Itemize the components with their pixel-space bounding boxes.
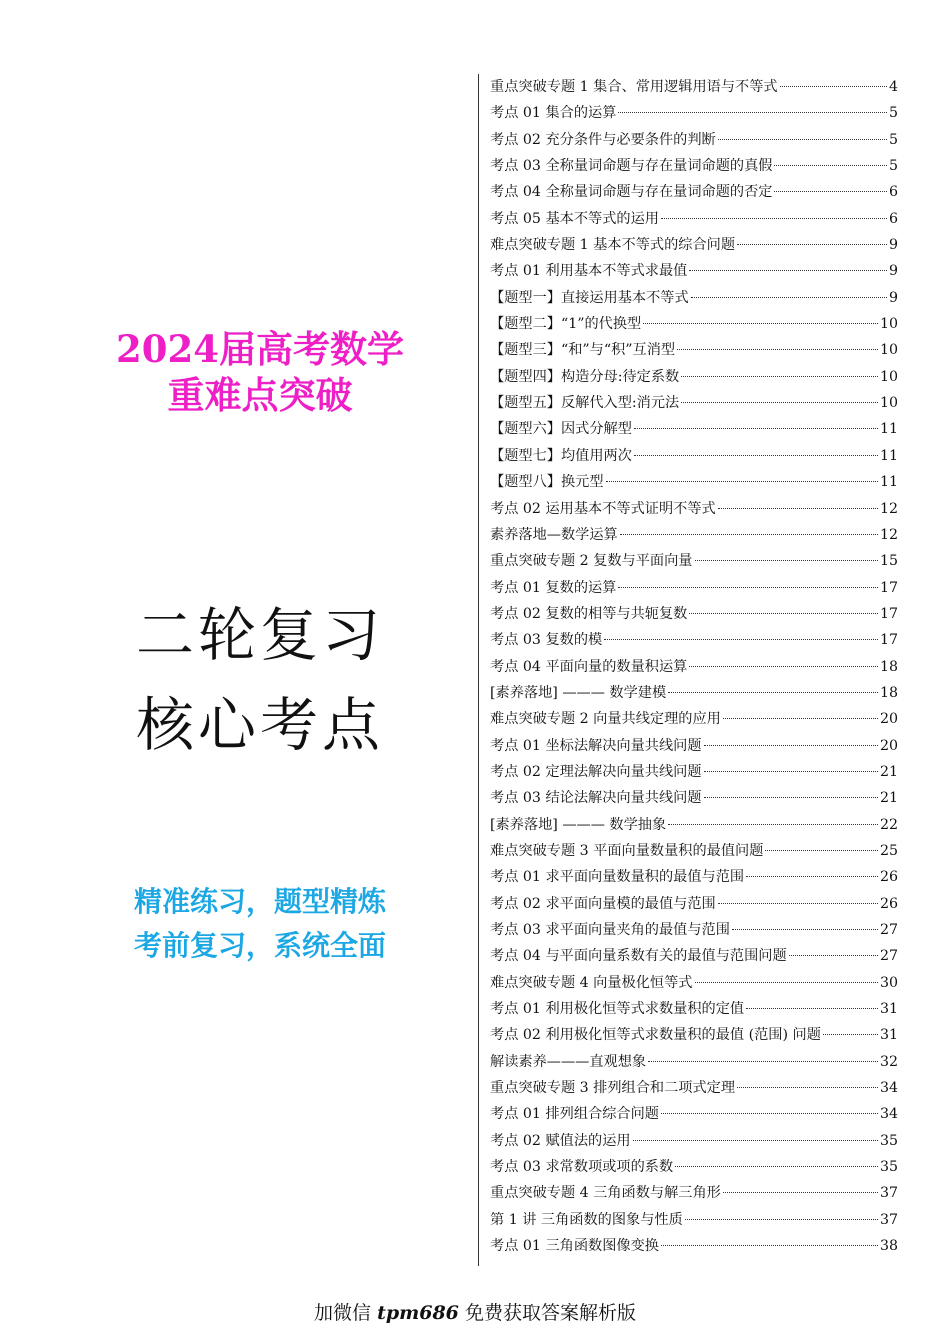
toc-entry-page: 22 xyxy=(879,816,898,833)
toc-entry-title: 难点突破专题 2 向量共线定理的应用 xyxy=(490,711,721,728)
toc-dot-leader xyxy=(606,481,878,482)
toc-entry[interactable] xyxy=(490,1103,898,1129)
toc-dot-leader xyxy=(634,455,878,456)
toc-entry-title: 考点 04 平面向量的数量积运算 xyxy=(490,658,688,675)
toc-entry-page: 26 xyxy=(879,869,898,886)
toc-entry[interactable] xyxy=(490,1209,898,1235)
toc-dot-leader xyxy=(704,797,878,798)
toc-entry-title: 考点 01 三角函数图像变换 xyxy=(490,1238,659,1255)
toc-entry-title: 考点 01 集合的运算 xyxy=(490,105,617,122)
toc-entry-title: 考点 04 与平面向量系数有关的最值与范围问题 xyxy=(490,948,787,965)
toc-entry-page: 20 xyxy=(879,711,898,728)
toc-entry-title: 【题型三】“和”与“积”互消型 xyxy=(490,342,676,359)
toc-entry[interactable] xyxy=(490,181,898,207)
footer-suffix: 免费获取答案解析版 xyxy=(458,1302,636,1324)
toc-entry[interactable] xyxy=(490,76,898,102)
toc-entry-title: 考点 02 运用基本不等式证明不等式 xyxy=(490,500,716,517)
toc-entry-title: 考点 02 复数的相等与共轭复数 xyxy=(490,605,688,622)
toc-dot-leader xyxy=(618,112,887,113)
toc-entry[interactable] xyxy=(490,945,898,971)
toc-entry-title: 考点 02 求平面向量模的最值与范围 xyxy=(490,895,716,912)
toc-dot-leader xyxy=(648,1061,878,1062)
toc-entry[interactable] xyxy=(490,893,898,919)
toc-dot-leader xyxy=(774,165,887,166)
toc-entry-page: 17 xyxy=(879,632,898,649)
toc-dot-leader xyxy=(685,1219,878,1220)
toc-dot-leader xyxy=(718,139,887,140)
toc-entry-title: 考点 02 利用极化恒等式求数量积的最值 (范围) 问题 xyxy=(490,1027,821,1044)
toc-entry-title: 素养落地—数学运算 xyxy=(490,526,618,543)
toc-dot-leader xyxy=(677,349,878,350)
toc-entry-page: 12 xyxy=(879,500,898,517)
toc-entry-page: 5 xyxy=(888,158,898,175)
toc-dot-leader xyxy=(704,745,878,746)
toc-entry[interactable] xyxy=(490,840,898,866)
cover-big-line2: 核心考点 xyxy=(135,691,384,759)
toc-entry-page: 26 xyxy=(879,895,898,912)
toc-entry-page: 6 xyxy=(888,210,898,227)
toc-entry-page: 5 xyxy=(888,105,898,122)
toc-entry-page: 34 xyxy=(879,1106,898,1123)
toc-entry[interactable] xyxy=(490,471,898,497)
toc-entry-title: 考点 03 结论法解决向量共线问题 xyxy=(490,790,702,807)
toc-entry[interactable] xyxy=(490,1182,898,1208)
toc-dot-leader xyxy=(661,1113,878,1114)
toc-entry-page: 17 xyxy=(879,579,898,596)
toc-dot-leader xyxy=(723,1192,878,1193)
toc-dot-leader xyxy=(765,850,878,851)
toc-entry-title: 考点 03 全称量词命题与存在量词命题的真假 xyxy=(490,158,773,175)
toc-dot-leader xyxy=(746,1008,878,1009)
toc-entry-page: 11 xyxy=(879,474,898,491)
toc-dot-leader xyxy=(634,428,878,429)
toc-dot-leader xyxy=(689,613,878,614)
toc-dot-leader xyxy=(661,1245,878,1246)
toc-entry[interactable] xyxy=(490,550,898,576)
toc-entry-page: 37 xyxy=(879,1185,898,1202)
toc-entry-title: 考点 01 排列组合综合问题 xyxy=(490,1106,659,1123)
toc-entry-page: 6 xyxy=(888,184,898,201)
toc-dot-leader xyxy=(668,692,878,693)
vertical-divider xyxy=(478,74,479,1266)
toc-entry[interactable] xyxy=(490,260,898,286)
toc-entry-title: 解读素养———直观想象 xyxy=(490,1053,647,1070)
toc-dot-leader xyxy=(695,982,878,983)
toc-entry[interactable] xyxy=(490,814,898,840)
toc-entry-page: 10 xyxy=(879,316,898,333)
toc-dot-leader xyxy=(737,244,887,245)
toc-entry[interactable] xyxy=(490,339,898,365)
toc-entry[interactable] xyxy=(490,287,898,313)
toc-entry-title: 重点突破专题 4 三角函数与解三角形 xyxy=(490,1185,721,1202)
toc-entry[interactable] xyxy=(490,735,898,761)
toc-dot-leader xyxy=(774,191,887,192)
toc-dot-leader xyxy=(689,666,878,667)
toc-entry[interactable] xyxy=(490,1077,898,1103)
toc-entry[interactable] xyxy=(490,919,898,945)
toc-entry-title: 考点 01 求平面向量数量积的最值与范围 xyxy=(490,869,745,886)
toc-entry-title: 第 1 讲 三角函数的图象与性质 xyxy=(490,1211,683,1228)
toc-entry-page: 37 xyxy=(879,1211,898,1228)
toc-entry[interactable] xyxy=(490,1130,898,1156)
toc-entry[interactable] xyxy=(490,392,898,418)
toc-dot-leader xyxy=(604,639,878,640)
toc-dot-leader xyxy=(732,929,878,930)
toc-dot-leader xyxy=(691,297,887,298)
toc-entry-page: 30 xyxy=(879,974,898,991)
toc-entry[interactable] xyxy=(490,102,898,128)
toc-entry-page: 31 xyxy=(879,1001,898,1018)
toc-entry-title: 【题型四】构造分母:待定系数 xyxy=(490,368,680,385)
cover-slogan-line2: 考前复习，系统全面 xyxy=(133,929,386,962)
toc-entry-page: 25 xyxy=(879,842,898,859)
toc-entry-title: 【题型六】因式分解型 xyxy=(490,421,632,438)
toc-entry-title: 考点 02 定理法解决向量共线问题 xyxy=(490,763,702,780)
toc-entry-title: 难点突破专题 3 平面向量数量积的最值问题 xyxy=(490,842,764,859)
toc-dot-leader xyxy=(681,376,878,377)
toc-entry-title: 考点 03 求平面向量夹角的最值与范围 xyxy=(490,922,730,938)
toc-dot-leader xyxy=(695,560,878,561)
toc-entry[interactable] xyxy=(490,498,898,524)
toc-dot-leader xyxy=(823,1034,878,1035)
toc-entry[interactable] xyxy=(490,656,898,682)
toc-entry-title: 考点 01 利用基本不等式求最值 xyxy=(490,263,688,280)
toc-entry-title: 考点 01 利用极化恒等式求数量积的定值 xyxy=(490,1001,745,1018)
toc-dot-leader xyxy=(643,323,878,324)
footer-note xyxy=(0,1298,950,1325)
toc-entry-page: 17 xyxy=(879,605,898,622)
cover-title xyxy=(60,326,460,418)
toc-entry-title: 【题型二】“1”的代换型 xyxy=(490,316,642,333)
toc-entry-title: 考点 03 求常数项或项的系数 xyxy=(490,1159,674,1176)
toc-entry-title: 考点 02 充分条件与必要条件的判断 xyxy=(490,131,716,148)
toc-entry[interactable] xyxy=(490,1051,898,1077)
toc-entry-title: 难点突破专题 1 基本不等式的综合问题 xyxy=(490,237,736,254)
toc-entry-page: 18 xyxy=(879,658,898,675)
toc-entry-page: 20 xyxy=(879,737,898,754)
toc-entry-page: 27 xyxy=(879,922,898,938)
toc-entry-title: [素养落地] ——— 数学抽象 xyxy=(490,816,667,833)
toc-entry-page: 11 xyxy=(879,421,898,438)
toc-entry[interactable] xyxy=(490,787,898,813)
toc-entry[interactable] xyxy=(490,998,898,1024)
toc-entry-title: 重点突破专题 3 排列组合和二项式定理 xyxy=(490,1080,736,1097)
toc-dot-leader xyxy=(668,824,878,825)
toc-entry-page: 9 xyxy=(888,289,898,306)
toc-entry-title: [素养落地] ——— 数学建模 xyxy=(490,684,667,701)
toc-entry[interactable] xyxy=(490,313,898,339)
toc-entry-page: 32 xyxy=(879,1053,898,1070)
toc-entry[interactable] xyxy=(490,1024,898,1050)
toc-entry[interactable] xyxy=(490,577,898,603)
toc-entry-title: 考点 01 坐标法解决向量共线问题 xyxy=(490,737,702,754)
toc-dot-leader xyxy=(618,587,878,588)
footer-prefix: 加微信 xyxy=(314,1302,378,1324)
toc-dot-leader xyxy=(737,1087,878,1088)
toc-entry-page: 38 xyxy=(879,1238,898,1255)
toc-entry[interactable] xyxy=(490,629,898,655)
toc-entry-title: 【题型七】均值用两次 xyxy=(490,447,632,464)
toc-entry-page: 11 xyxy=(879,447,898,464)
cover-slogan-line1: 精准练习，题型精炼 xyxy=(133,885,386,918)
cover-slogan xyxy=(60,880,460,968)
toc-entry-page: 21 xyxy=(879,763,898,780)
toc-entry-page: 12 xyxy=(879,526,898,543)
toc-entry-page: 5 xyxy=(888,131,898,148)
toc-entry[interactable] xyxy=(490,155,898,181)
toc-entry-title: 考点 05 基本不等式的运用 xyxy=(490,210,659,227)
toc-entry-page: 9 xyxy=(888,237,898,254)
toc-entry[interactable] xyxy=(490,603,898,629)
toc-entry-page: 27 xyxy=(879,948,898,965)
toc-entry[interactable] xyxy=(490,366,898,392)
toc-dot-leader xyxy=(675,1166,878,1167)
toc-entry-page: 31 xyxy=(879,1027,898,1044)
toc-entry-title: 难点突破专题 4 向量极化恒等式 xyxy=(490,974,693,991)
toc-entry[interactable] xyxy=(490,234,898,260)
toc-entry-page: 10 xyxy=(879,368,898,385)
footer-wechat-id: tpm686 xyxy=(377,1302,459,1324)
toc-dot-leader xyxy=(789,955,878,956)
cover-title-line1: 2024届高考数学 xyxy=(116,327,404,371)
toc-dot-leader xyxy=(746,876,878,877)
toc-entry[interactable] xyxy=(490,866,898,892)
cover-title-line2: 重难点突破 xyxy=(167,373,353,417)
toc-dot-leader xyxy=(661,218,887,219)
toc-entry-page: 35 xyxy=(879,1159,898,1176)
toc-dot-leader xyxy=(681,402,878,403)
toc-entry-page: 21 xyxy=(879,790,898,807)
toc-dot-leader xyxy=(704,771,878,772)
toc-entry-title: 【题型一】直接运用基本不等式 xyxy=(490,289,689,306)
toc-dot-leader xyxy=(723,718,878,719)
toc-entry[interactable] xyxy=(490,972,898,998)
toc-entry[interactable] xyxy=(490,418,898,444)
toc-entry-page: 10 xyxy=(879,395,898,412)
toc-entry-page: 35 xyxy=(879,1132,898,1149)
toc-entry-page: 18 xyxy=(879,684,898,701)
toc-dot-leader xyxy=(780,86,887,87)
toc-entry-page: 10 xyxy=(879,342,898,359)
toc-entry-title: 考点 04 全称量词命题与存在量词命题的否定 xyxy=(490,184,773,201)
toc-entry-page: 15 xyxy=(879,553,898,570)
toc-entry[interactable] xyxy=(490,208,898,234)
toc-entry-title: 【题型五】反解代入型:消元法 xyxy=(490,395,680,412)
cover-big-heading xyxy=(60,590,460,770)
toc-entry[interactable] xyxy=(490,524,898,550)
toc-entry-title: 重点突破专题 2 复数与平面向量 xyxy=(490,553,693,570)
toc-entry-title: 考点 01 复数的运算 xyxy=(490,579,617,596)
toc-entry[interactable] xyxy=(490,708,898,734)
toc-dot-leader xyxy=(718,508,878,509)
toc-entry[interactable] xyxy=(490,761,898,787)
toc-entry-page: 9 xyxy=(888,263,898,280)
toc-entry-title: 【题型八】换元型 xyxy=(490,474,604,491)
toc-dot-leader xyxy=(689,270,887,271)
cover-big-line1: 二轮复习 xyxy=(135,601,384,669)
toc-dot-leader xyxy=(718,903,878,904)
toc-entry-page: 34 xyxy=(879,1080,898,1097)
toc-entry[interactable] xyxy=(490,1235,898,1261)
toc-entry-title: 考点 02 赋值法的运用 xyxy=(490,1132,631,1149)
toc-dot-leader xyxy=(620,534,878,535)
toc-entry[interactable] xyxy=(490,129,898,155)
toc-entry[interactable] xyxy=(490,1156,898,1182)
toc-dot-leader xyxy=(633,1140,878,1141)
toc-entry[interactable] xyxy=(490,445,898,471)
toc-entry-title: 考点 03 复数的模 xyxy=(490,632,603,649)
table-of-contents xyxy=(490,76,898,1261)
toc-entry[interactable] xyxy=(490,682,898,708)
toc-entry-page: 4 xyxy=(888,79,898,95)
toc-entry-title: 重点突破专题 1 集合、常用逻辑用语与不等式 xyxy=(490,79,778,95)
